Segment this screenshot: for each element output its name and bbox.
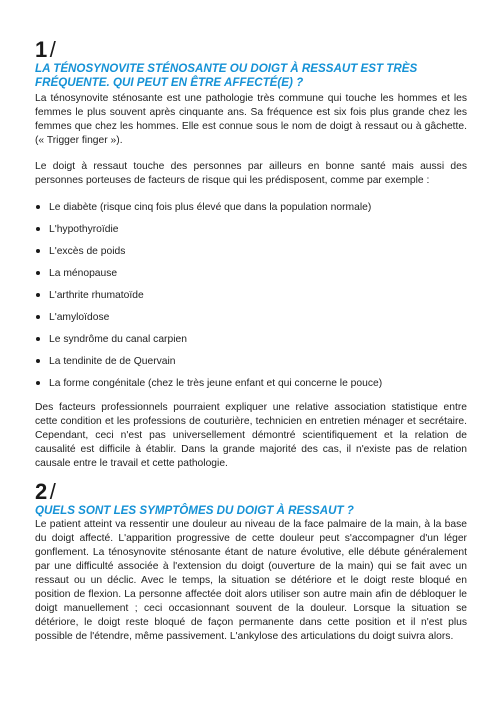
list-item: La forme congénitale (chez le très jeune enfant et qui concerne le pouce): [35, 377, 467, 390]
list-item: L'hypothyroïdie: [35, 223, 467, 236]
section-1: [35, 37, 467, 471]
section-1-number: 1/: [35, 37, 57, 62]
section-2-title: QUELS SONT LES SYMPTÔMES DU DOIGT À RESSAUT ?: [35, 504, 354, 517]
list-item: Le syndrôme du canal carpien: [35, 333, 467, 346]
list-item: Le diabète (risque cinq fois plus élevé que dans la population normale): [35, 201, 467, 214]
list-item: L'arthrite rhumatoïde: [35, 289, 467, 302]
section-2-number: 2/: [35, 479, 57, 504]
section-1-paragraph-2: Le doigt à ressaut touche des personnes par ailleurs en bonne santé mais aussi des personnes porteuses de facteurs de risque qui les prédisposent, comme par exemple :: [35, 161, 467, 186]
list-item: La ménopause: [35, 267, 467, 280]
section-1-paragraph-3: Des facteurs professionnels pourraient expliquer une relative association statistique entre cette condition et les professions de couturière, technicien en entretien ménager et secrétaire. Cependant, ceci n'est pas universellement démontré scientifiquement et la relation de causalité est difficile à établir. Dans la grande majorité des cas, il n'existe pas de relation causale entre le travail et cette pathologie.: [35, 402, 467, 469]
section-1-paragraph-1: La ténosynovite sténosante est une pathologie très commune qui touche les hommes et les femmes le plus souvent après cinquante ans. Sa fréquence est six fois plus grande chez les femmes que chez les hommes. Elle est connue sous le nom de doigt à ressaut ou à gâchette. (« Trigger finger »).: [35, 93, 467, 146]
section-1-slash: /: [49, 37, 57, 62]
list-item: L'amyloïdose: [35, 311, 467, 324]
section-2-slash: /: [49, 479, 57, 504]
risk-factor-list: [35, 201, 467, 390]
section-2-paragraph-1: Le patient atteint va ressentir une douleur au niveau de la face palmaire de la main, à la base du doigt affecté. L'apparition progressive de cette douleur peut s'accompagner d'un léger gonflement. La ténosynovite sténosante étant de nature évolutive, elle débute généralement par une difficulté associée à l'extension du doigt (ouverture de la main) qui se fait avec un ressaut ou un déclic. Avec le temps, la situation se détériore et le doigt reste bloqué en position de flexion. La personne affectée doit alors utiliser son autre main afin de débloquer le doigt manuellement ; ceci occasionnant souvent de la douleur. Lorsque la situation se détériore, le doigt reste bloqué de façon permanente dans cette position et il n'est plus possible de l'étendre, même passivement. L'ankylose des articulations du doigt suivra alors.: [35, 519, 467, 642]
list-item: La tendinite de de Quervain: [35, 355, 467, 368]
section-2: [35, 479, 467, 644]
section-1-title: LA TÉNOSYNOVITE STÉNOSANTE OU DOIGT À RESSAUT EST TRÈS FRÉQUENTE. QUI PEUT EN ÊTRE AFFECTÉ(E) ?: [35, 62, 418, 89]
list-item: L'excès de poids: [35, 245, 467, 258]
